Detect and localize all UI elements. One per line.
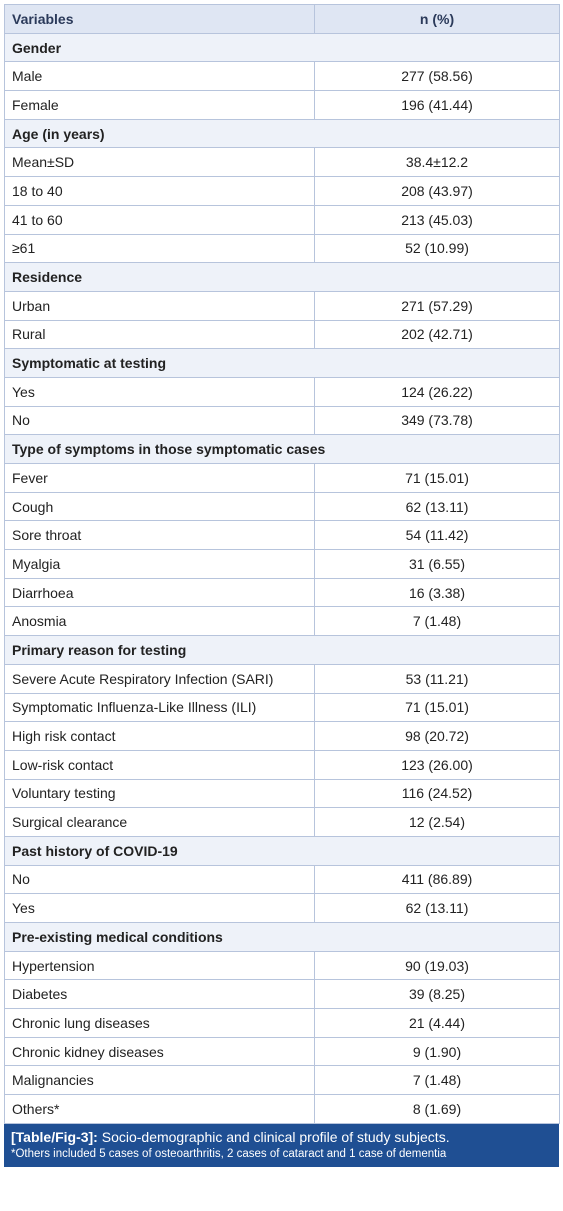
table-row [5,1037,560,1066]
table-row [5,578,560,607]
variable-cell: 18 to 40 [5,177,315,206]
value-cell: 71 (15.01) [315,693,560,722]
value-cell: 349 (73.78) [315,406,560,435]
value-cell: 98 (20.72) [315,722,560,751]
table-row [5,1009,560,1038]
variable-cell: Yes [5,377,315,406]
table-row [5,1066,560,1095]
value-cell: 62 (13.11) [315,894,560,923]
section-header-row [5,349,560,378]
value-cell: 7 (1.48) [315,607,560,636]
variable-cell: Anosmia [5,607,315,636]
value-cell: 196 (41.44) [315,91,560,120]
table-row [5,1095,560,1124]
variable-cell: ≥61 [5,234,315,263]
table-row [5,521,560,550]
value-cell: 90 (19.03) [315,951,560,980]
table-row [5,205,560,234]
section-header-row [5,923,560,952]
table-row [5,464,560,493]
value-cell: 7 (1.48) [315,1066,560,1095]
caption-title [11,1129,552,1146]
table-row [5,492,560,521]
table-body [5,33,560,1123]
caption-footnote: *Others included 5 cases of osteoarthritis, 2 cases of cataract and 1 case of dementia [11,1147,447,1160]
header-variables: Variables [5,5,315,34]
variable-cell: Chronic lung diseases [5,1009,315,1038]
variable-cell: Fever [5,464,315,493]
variable-cell: Cough [5,492,315,521]
variable-cell: No [5,865,315,894]
table-row [5,722,560,751]
variable-cell: Low-risk contact [5,750,315,779]
table-row [5,406,560,435]
variable-cell: 41 to 60 [5,205,315,234]
table-caption [4,1124,559,1167]
section-title: Residence [5,263,560,292]
header-n-percent: n (%) [315,5,560,34]
section-title: Pre-existing medical conditions [5,923,560,952]
section-header-row [5,636,560,665]
variable-cell: Female [5,91,315,120]
table-row [5,607,560,636]
variable-cell: Severe Acute Respiratory Infection (SARI) [5,664,315,693]
value-cell: 16 (3.38) [315,578,560,607]
variable-cell: Myalgia [5,550,315,579]
table-row [5,550,560,579]
variable-cell: Mean±SD [5,148,315,177]
table-row [5,951,560,980]
section-header-row [5,836,560,865]
value-cell: 208 (43.97) [315,177,560,206]
variable-cell: Others* [5,1095,315,1124]
variable-cell: No [5,406,315,435]
caption-text: Socio-demographic and clinical profile of study subjects. [97,1128,450,1145]
variable-cell: Voluntary testing [5,779,315,808]
value-cell: 8 (1.69) [315,1095,560,1124]
table-row [5,865,560,894]
value-cell: 12 (2.54) [315,808,560,837]
table-row [5,693,560,722]
value-cell: 123 (26.00) [315,750,560,779]
value-cell: 71 (15.01) [315,464,560,493]
value-cell: 202 (42.71) [315,320,560,349]
value-cell: 52 (10.99) [315,234,560,263]
value-cell: 21 (4.44) [315,1009,560,1038]
value-cell: 213 (45.03) [315,205,560,234]
table-row [5,750,560,779]
value-cell: 9 (1.90) [315,1037,560,1066]
variable-cell: Rural [5,320,315,349]
table-row [5,148,560,177]
table-header-row [5,5,560,34]
section-title: Age (in years) [5,119,560,148]
variable-cell: High risk contact [5,722,315,751]
table-row [5,980,560,1009]
variable-cell: Symptomatic Influenza-Like Illness (ILI) [5,693,315,722]
variable-cell: Urban [5,291,315,320]
variable-cell: Yes [5,894,315,923]
value-cell: 54 (11.42) [315,521,560,550]
value-cell: 124 (26.22) [315,377,560,406]
variable-cell: Sore throat [5,521,315,550]
table-row [5,291,560,320]
section-header-row [5,33,560,62]
section-header-row [5,263,560,292]
table-row [5,377,560,406]
value-cell: 116 (24.52) [315,779,560,808]
value-cell: 39 (8.25) [315,980,560,1009]
section-title: Type of symptoms in those symptomatic cases [5,435,560,464]
table-row [5,62,560,91]
value-cell: 53 (11.21) [315,664,560,693]
section-title: Gender [5,33,560,62]
table-row [5,808,560,837]
variable-cell: Hypertension [5,951,315,980]
table-row [5,894,560,923]
section-title: Symptomatic at testing [5,349,560,378]
variable-cell: Chronic kidney diseases [5,1037,315,1066]
table-row [5,664,560,693]
table-figure [4,4,559,1167]
variable-cell: Diarrhoea [5,578,315,607]
caption-label: [Table/Fig-3]: [11,1128,98,1145]
section-header-row [5,435,560,464]
section-title: Past history of COVID-19 [5,836,560,865]
table-row [5,177,560,206]
variable-cell: Diabetes [5,980,315,1009]
table-row [5,779,560,808]
value-cell: 277 (58.56) [315,62,560,91]
variable-cell: Surgical clearance [5,808,315,837]
value-cell: 411 (86.89) [315,865,560,894]
table-row [5,91,560,120]
table-row [5,234,560,263]
variable-cell: Male [5,62,315,91]
section-title: Primary reason for testing [5,636,560,665]
variable-cell: Malignancies [5,1066,315,1095]
value-cell: 38.4±12.2 [315,148,560,177]
value-cell: 62 (13.11) [315,492,560,521]
value-cell: 271 (57.29) [315,291,560,320]
profile-table [4,4,560,1124]
table-row [5,320,560,349]
section-header-row [5,119,560,148]
value-cell: 31 (6.55) [315,550,560,579]
